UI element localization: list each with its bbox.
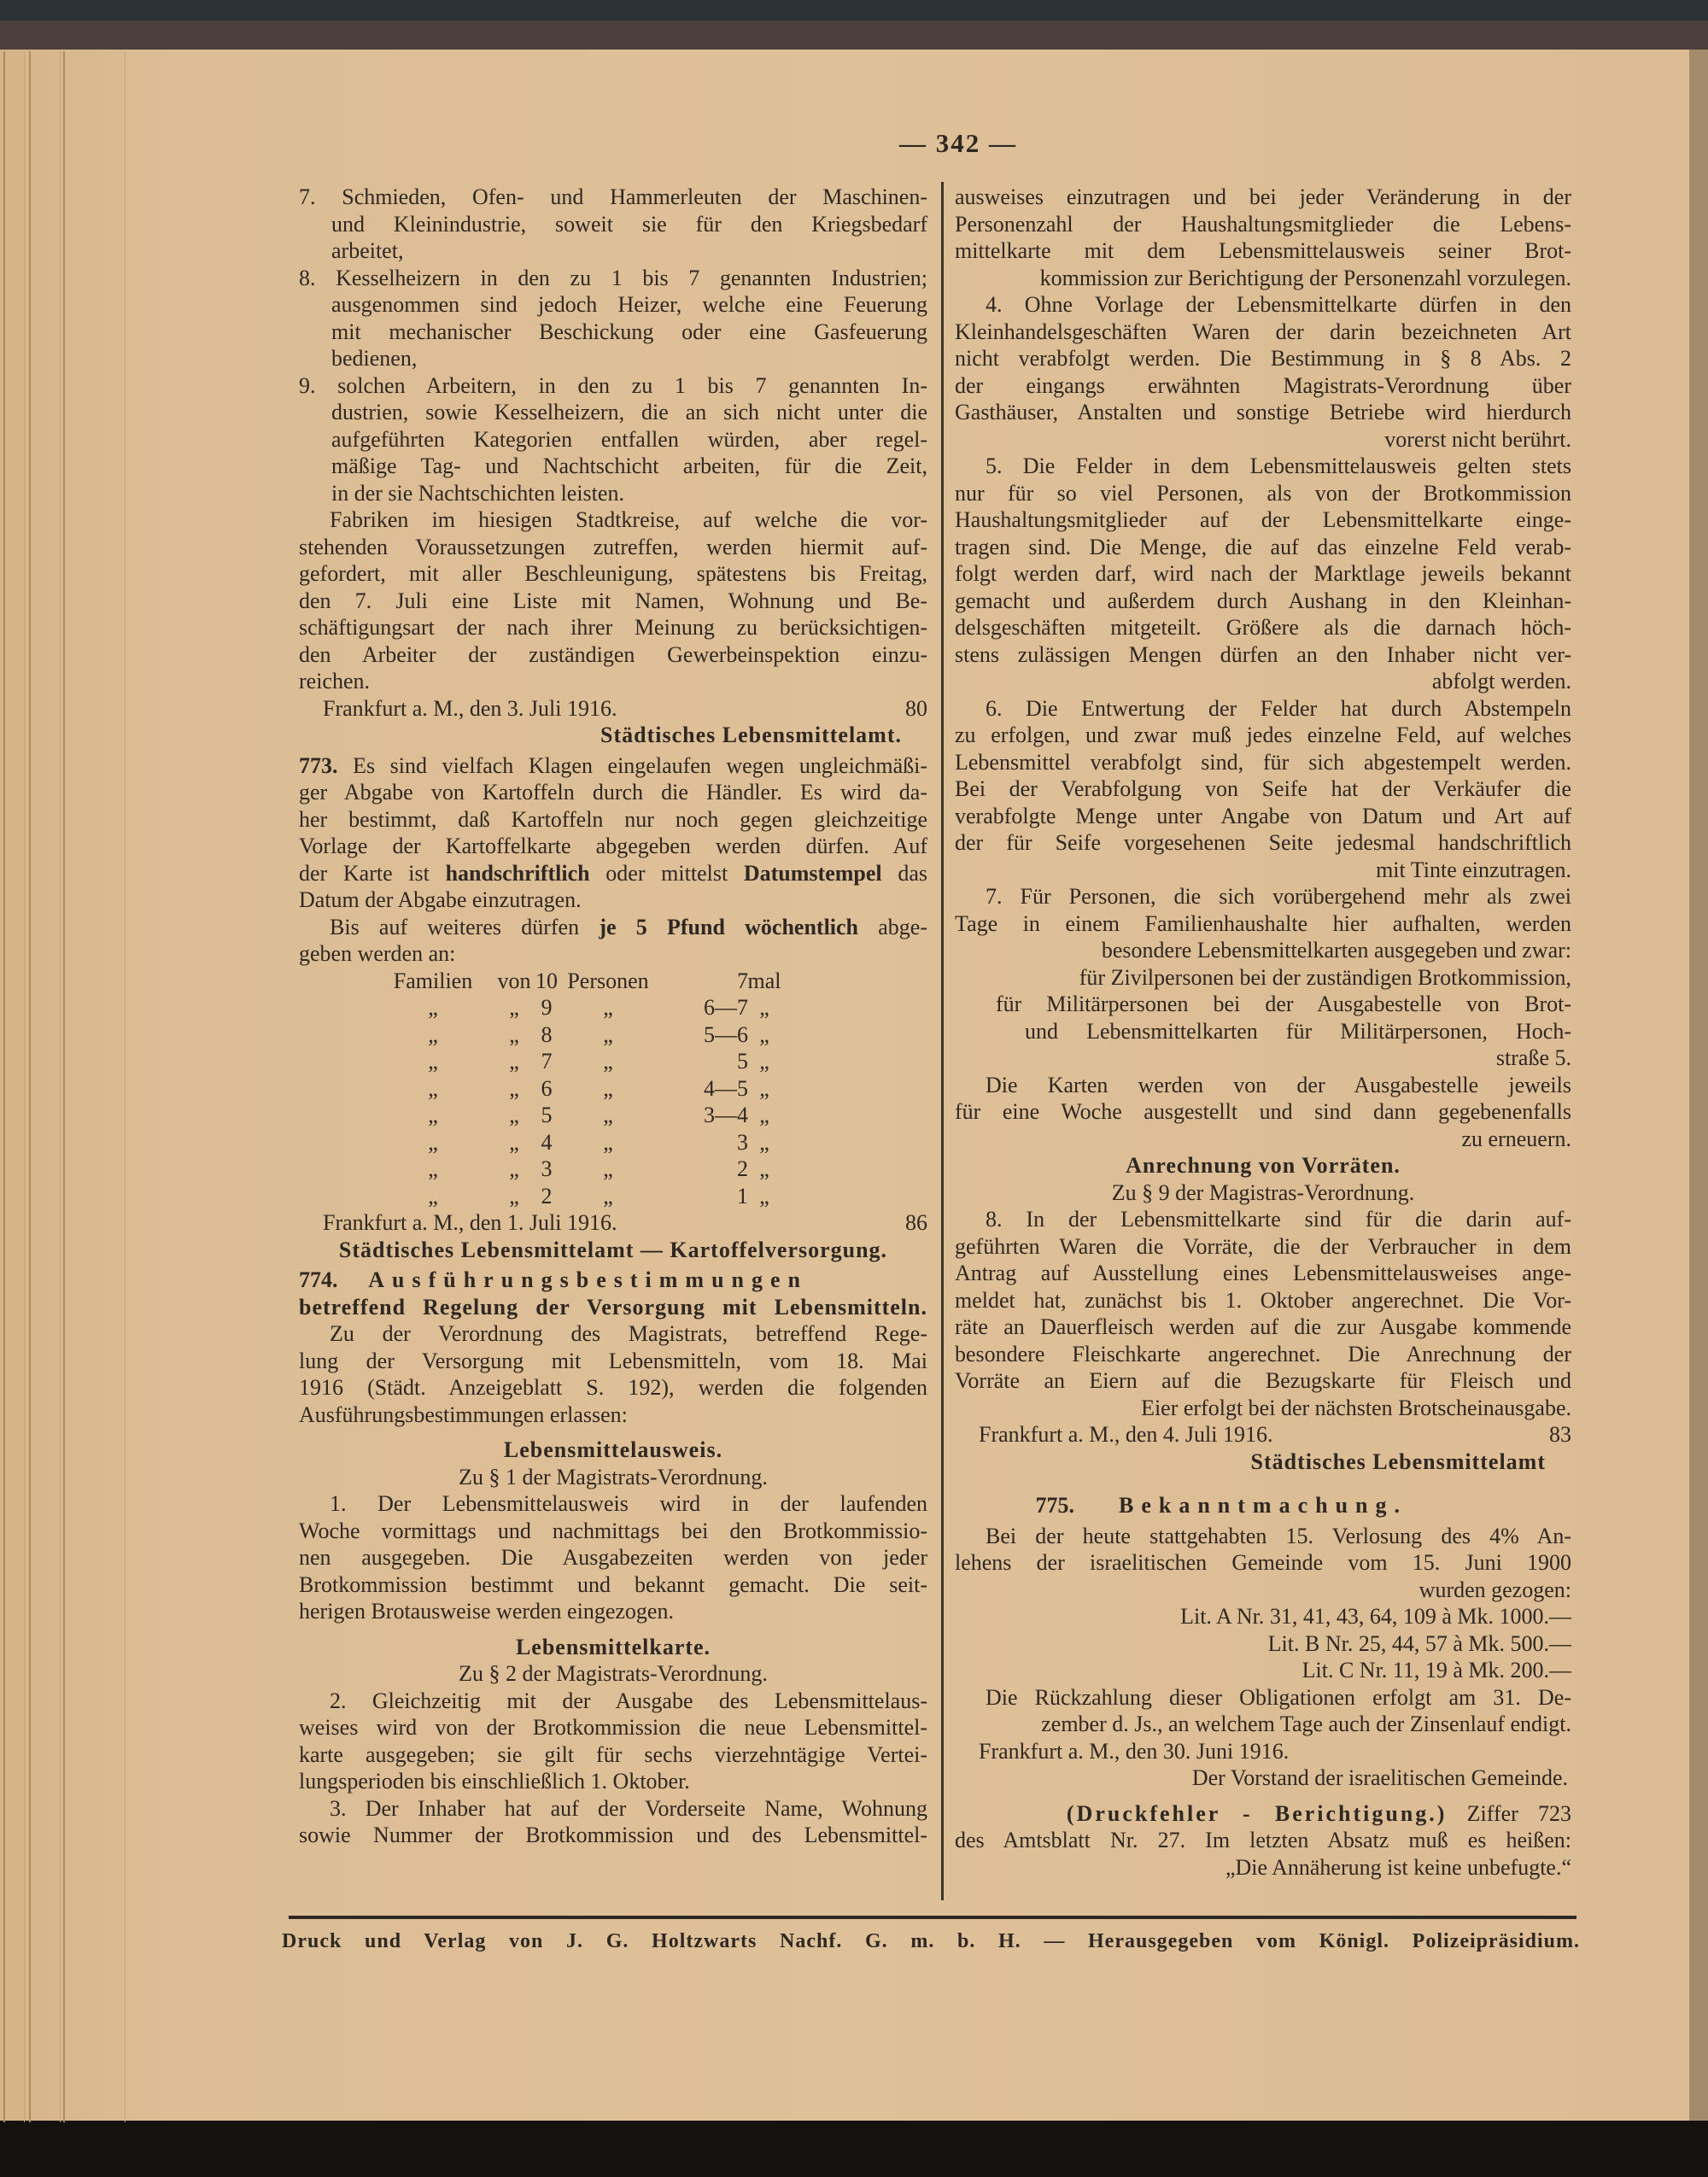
text-line: zember d. Js., an welchem Tage auch der Zinsenlauf endigt.: [1041, 1712, 1571, 1736]
text-line: der für Seife vorgesehenen Seite jedesmal handschriftlich: [955, 830, 1571, 855]
block-dateline: [299, 1209, 927, 1237]
page-stack-edge: [63, 51, 126, 2122]
block-heading: [299, 1294, 927, 1321]
notice-number: 83: [1549, 1422, 1571, 1447]
date-text: Frankfurt a. M., den 1. Juli 1916.: [323, 1210, 617, 1235]
dateline: [299, 1209, 927, 1237]
text-line: zu erneuern.: [1461, 1126, 1571, 1151]
bold-text: handschriftlich: [445, 860, 590, 886]
book-cover: [0, 0, 1708, 22]
text-line: schäftigungsart der nach ihrer Meinung zu berücksichtigen-: [299, 615, 927, 640]
table-cell: Personen: [567, 968, 649, 993]
notice-title-text: Ausführungsbestimmungen: [368, 1267, 808, 1292]
notice-title-text: Bekanntmachung.: [1119, 1493, 1407, 1518]
text-line: straße 5.: [1495, 1045, 1571, 1070]
table-cell: „: [759, 1049, 769, 1074]
text-line: für Militärpersonen bei der Ausgabestelle von Brot-: [996, 992, 1571, 1016]
table-cell: Familien: [393, 968, 473, 993]
block-sub: [955, 991, 1571, 1072]
block-title: [299, 1267, 927, 1294]
section-subheading: Zu § 9 der Magistras-Verordnung.: [1111, 1179, 1415, 1205]
text-line: ausweises einzutragen und bei jeder Veränderung in der: [955, 184, 1571, 209]
block-title: [955, 1492, 1571, 1519]
table-cell: „: [428, 1156, 438, 1181]
date-text: Frankfurt a. M., den 30. Juni 1916.: [979, 1738, 1290, 1764]
table-cell: „: [428, 1049, 438, 1074]
text-line: Bei der heute stattgehabten 15. Verlosung des 4% An-: [986, 1523, 1571, 1548]
text-line: Die Rückzahlung dieser Obligationen erfolgt am 31. De-: [986, 1684, 1571, 1710]
table-cell: „: [759, 1021, 769, 1047]
table-cell: 2: [541, 1183, 553, 1208]
text-line: des Amtsblatt Nr. 27. Im letzten Absatz muß es heißen:: [955, 1828, 1571, 1852]
text-line: mittelkarte mit dem Lebensmittelausweis seiner Brot-: [955, 238, 1571, 263]
table-cell: „: [509, 1103, 519, 1127]
bold-text: (Druckfehler - Berichtigung.): [955, 1800, 1448, 1826]
text-line: wurden gezogen:: [1418, 1577, 1571, 1602]
text-line: Fabriken im hiesigen Stadtkreise, auf welche die vor-: [330, 507, 927, 532]
signature: Städtisches Lebensmittelamt: [1250, 1448, 1546, 1474]
table-cell: „: [603, 1049, 613, 1074]
table-cell: „: [428, 995, 438, 1020]
lottery-line: Lit. A Nr. 31, 41, 43, 64, 109 à Mk. 1000.—: [1180, 1604, 1571, 1629]
text-line: 2. Gleichzeitig mit der Ausgabe des Lebensmittelaus-: [330, 1688, 927, 1713]
text-line: und Lebensmittelkarten für Militärpersonen, Hoch-: [1025, 1018, 1571, 1044]
block-sig-center: [299, 1237, 927, 1264]
text-line: Woche vormittags und nachmittags bei den Brotkommissio-: [299, 1518, 927, 1543]
text-line: kommission zur Berichtigung der Personenzahl vorzulegen.: [1039, 265, 1571, 290]
text-line: den Arbeiter der zuständigen Gewerbeinspektion einzu-: [299, 641, 927, 667]
left-column: [299, 184, 927, 1849]
text-line: lehens der israelitischen Gemeinde vom 15. Juni 1900: [955, 1550, 1571, 1575]
text-line: reichen.: [299, 669, 371, 693]
bold-text: je 5 Pfund wöchentlich: [599, 914, 859, 939]
block-para: [955, 291, 1571, 453]
text-line: Kleinhandelsgeschäften Waren der darin bezeichneten Art: [955, 319, 1571, 344]
table-cell: „: [509, 1156, 519, 1181]
text-line: nen ausgegeben. Die Ausgabezeiten werden von jeder: [299, 1545, 927, 1570]
block-table: [299, 968, 927, 1210]
text-line: 6. Die Entwertung der Felder hat durch Abstempeln: [986, 695, 1571, 721]
block-lit: [955, 1603, 1571, 1684]
table-cell: „: [509, 1021, 519, 1047]
text-line: lung der Versorgung mit Lebensmitteln, vom 18. Mai: [299, 1348, 927, 1373]
text-line: stehenden Voraussetzungen zutreffen, werden hiermit auf-: [299, 534, 927, 559]
table-cell: mal: [747, 968, 781, 993]
block-para: [955, 453, 1571, 695]
text-line: gemacht und außerdem durch Aushang in den Kleinhan-: [955, 588, 1571, 613]
block-para: [955, 1523, 1571, 1604]
text-line: der eingangs erwähnten Magistrats-Verordnung über: [955, 372, 1571, 398]
table-cell: „: [603, 1103, 613, 1127]
text-line: nicht verabfolgt werden. Die Bestimmung in § 8 Abs. 2: [955, 346, 1571, 371]
text-span: Es sind vielfach Klagen eingelaufen wegen ungleichmäßi-: [337, 752, 927, 778]
table-cell: 6—7: [704, 995, 748, 1020]
table-cell: „: [759, 1129, 769, 1155]
text-line: verabfolgte Menge unter Angabe von Datum und Art auf: [955, 803, 1571, 828]
text-line: aufgeführten Kategorien entfallen würden, aber regel-: [331, 426, 927, 452]
signature: Städtisches Lebensmittelamt.: [600, 723, 902, 747]
section-heading: betreffend Regelung der Versorgung mit Lebensmitteln.: [299, 1294, 927, 1320]
text-line: lungsperioden bis einschließlich 1. Oktober.: [299, 1769, 690, 1794]
block-center: [299, 1464, 927, 1491]
date-text: Frankfurt a. M., den 4. Juli 1916.: [979, 1422, 1273, 1447]
text-line: geführten Waren die Vorräte, die der Verbraucher in dem: [955, 1233, 1571, 1259]
right-column: [955, 184, 1571, 1881]
text-line: mäßige Tag- und Nachtschicht arbeiten, für die Zeit,: [331, 454, 927, 478]
table-cell: 7: [737, 968, 748, 993]
text-line: Die Karten werden von der Ausgabestelle jeweils: [986, 1072, 1571, 1097]
table-cell: 4: [541, 1129, 553, 1155]
table-cell: 10: [535, 968, 558, 993]
table-cell: 7: [541, 1049, 553, 1074]
text-line: Bei der Verabfolgung von Seife hat der Verkäufer die: [955, 776, 1571, 801]
table-cell: „: [428, 1129, 438, 1155]
text-line: „Die Annäherung ist keine unbefugte.“: [1225, 1854, 1571, 1880]
table-row: [299, 994, 927, 1021]
block-para: [299, 914, 927, 968]
table-cell: 9: [541, 995, 553, 1020]
text-line: und Kleinindustrie, soweit sie für den Kriegsbedarf: [331, 211, 927, 237]
table-cell: 5: [737, 1049, 748, 1074]
text-line: besondere Lebensmittelkarten ausgegeben und zwar:: [1101, 938, 1571, 963]
table-cell: „: [428, 1183, 438, 1208]
table-cell: 3: [737, 1129, 748, 1155]
table-cell: „: [509, 1183, 519, 1208]
table-row: [299, 1048, 927, 1075]
table-cell: „: [509, 1049, 519, 1074]
text-line: stens zulässigen Mengen dürfen an den Inhaber nicht ver-: [955, 641, 1571, 667]
text-line: Gasthäuser, Anstalten und sonstige Betriebe wird hierdurch: [955, 400, 1571, 424]
text-line: mit mechanischer Beschickung oder eine Gasfeuerung: [331, 319, 927, 344]
text-line: Ausführungsbestimmungen erlassen:: [299, 1402, 628, 1427]
table-cell: „: [509, 1129, 519, 1155]
table-cell: 2: [737, 1156, 748, 1181]
text-span: das: [881, 860, 927, 886]
text-line: Zu der Verordnung des Magistrats, betreffend Rege-: [330, 1321, 927, 1346]
text-line: mit Tinte einzutragen.: [1376, 857, 1571, 882]
section-heading: Lebensmittelausweis.: [503, 1437, 723, 1462]
text-line: her bestimmt, daß Kartoffeln nur noch gegen gleichzeitige: [299, 806, 927, 832]
signature: Städtisches Lebensmittelamt — Kartoffelversorgung.: [338, 1237, 888, 1262]
text-line: dustrien, sowie Kesselheizern, die an sich nicht unter die: [331, 400, 927, 424]
block-para: [955, 1072, 1571, 1153]
block-center: [299, 1660, 927, 1688]
block-para: [299, 1490, 927, 1625]
table-cell: „: [428, 1021, 438, 1047]
text-line: Brotkommission bestimmt und bekannt gemacht. Die seit-: [299, 1571, 927, 1597]
table-row: [299, 1156, 927, 1183]
table-cell: „: [603, 1075, 613, 1101]
table-cell: „: [603, 1183, 613, 1208]
page-right-edge: [1689, 50, 1708, 2121]
text-line: Antrag auf Ausstellung eines Lebensmittelausweises ange-: [955, 1261, 1571, 1285]
text-line: in der sie Nachtschichten leisten.: [331, 480, 624, 506]
table-cell: „: [759, 995, 769, 1020]
notice-title: [299, 1267, 927, 1294]
dateline: [955, 1421, 1571, 1448]
text-line: 7. Schmieden, Ofen- und Hammerleuten der Maschinen-: [299, 184, 927, 209]
text-line: Lebensmittel verabfolgt sind, für sich abgestempelt werden.: [955, 749, 1571, 775]
block-para: [955, 1684, 1571, 1738]
notice-title: [955, 1492, 1571, 1519]
table-cell: 4—5: [704, 1075, 748, 1101]
text-line: arbeitet,: [331, 238, 404, 263]
text-line: Personenzahl der Haushaltungsmitglieder die Lebens-: [955, 211, 1571, 237]
table-row: [299, 1102, 927, 1129]
table-row: [299, 1021, 927, 1049]
text-line: [299, 752, 927, 780]
block-center: [955, 1179, 1571, 1207]
table-cell: „: [603, 1021, 613, 1047]
lottery-line: Lit. C Nr. 11, 19 à Mk. 200.—: [1301, 1658, 1571, 1682]
block-hang: [299, 184, 927, 265]
table-cell: 5—6: [704, 1021, 748, 1047]
table-cell: 5: [541, 1103, 553, 1127]
block-heading: [955, 1152, 1571, 1179]
text-line: 5. Die Felder in dem Lebensmittelausweis gelten stets: [986, 454, 1571, 478]
text-line: Vorräte an Eiern auf die Bezugskarte für Fleisch und: [955, 1368, 1571, 1393]
text-line: folgt werden darf, wird nach der Marktlage jeweils bekannt: [955, 561, 1571, 586]
table-cell: „: [759, 1156, 769, 1181]
table-cell: „: [603, 1129, 613, 1155]
text-line: 4. Ohne Vorlage der Lebensmittelkarte dürfen in den: [986, 292, 1571, 317]
table-row: [299, 1129, 927, 1156]
block-para: [299, 1795, 927, 1849]
block-heading: [299, 1437, 927, 1464]
block-para: [299, 1320, 927, 1428]
column-divider: [941, 182, 944, 1900]
page-stack-edge: [3, 51, 25, 2122]
book-binding-cloth: [0, 20, 1708, 51]
table-cell: „: [428, 1103, 438, 1127]
block-sig-right-plain: [955, 1764, 1571, 1792]
text-line: [299, 914, 927, 941]
table-cell: 1: [737, 1183, 748, 1208]
date-text: Frankfurt a. M., den 3. Juli 1916.: [323, 695, 617, 721]
text-line: [955, 1800, 1571, 1828]
table-cell: 3: [541, 1156, 553, 1181]
block-hang: [299, 372, 927, 507]
text-line: sowie Nummer der Brotkommission und des Lebensmittel-: [299, 1823, 927, 1847]
block-sig-right: [299, 722, 927, 749]
lottery-line: Lit. B Nr. 25, 44, 57 à Mk. 500.—: [1267, 1630, 1571, 1656]
table-cell: „: [759, 1075, 769, 1101]
text-line: Eier erfolgt bei der nächsten Brotscheinausgabe.: [1141, 1395, 1571, 1420]
text-line: karte ausgegeben; sie gilt für sechs vierzehntägige Vertei-: [299, 1741, 927, 1767]
table-cell: „: [509, 1075, 519, 1101]
text-line: nur für so viel Personen, als von der Brotkommission: [955, 480, 1571, 506]
text-line: delsgeschäften mitgeteilt. Größere als die darnach höch-: [955, 615, 1571, 640]
text-line: weises wird von der Brotkommission die neue Lebensmittel-: [299, 1715, 927, 1740]
text-line: meldet hat, zunächst bis 1. Oktober angerechnet. Die Vor-: [955, 1287, 1571, 1313]
table-cell: „: [759, 1183, 769, 1208]
block-sub: [955, 964, 1571, 992]
text-line: 8. Kesselheizern in den zu 1 bis 7 genannten Industrien;: [299, 265, 927, 290]
text-line: Datum der Abgabe einzutragen.: [299, 887, 582, 912]
table-cell: „: [759, 1103, 769, 1127]
table-cell: „: [603, 1156, 613, 1181]
text-line: 3. Der Inhaber hat auf der Vorderseite Name, Wohnung: [330, 1795, 927, 1821]
text-line: 7. Für Personen, die sich vorübergehend mehr als zwei: [986, 884, 1571, 909]
text-span: der Karte ist: [299, 860, 446, 886]
notice-number: 774.: [299, 1267, 338, 1292]
text-span: Ziffer 723: [1447, 1800, 1571, 1826]
text-line: 1916 (Städt. Anzeigeblatt S. 192), werden die folgenden: [299, 1375, 927, 1400]
section-subheading: Zu § 1 der Magistrats-Verordnung.: [459, 1464, 768, 1489]
section-heading: Anrechnung von Vorräten.: [1126, 1153, 1401, 1178]
text-line: besondere Fleischkarte angerechnet. Die Anrechnung der: [955, 1341, 1571, 1366]
signature: Der Vorstand der israelitischen Gemeinde.: [1191, 1765, 1568, 1790]
text-span: Bis auf weiteres dürfen: [330, 914, 600, 939]
section-subheading: Zu § 2 der Magistrats-Verordnung.: [459, 1661, 768, 1686]
block-para: [955, 695, 1571, 884]
text-line: Tage in einem Familienhaushalte hier aufhalten, werden: [955, 910, 1571, 936]
page-stack-edge: [29, 51, 61, 2122]
text-line: ger Abgabe von Kartoffeln durch die Händler. Es wird da-: [299, 780, 927, 805]
text-line: geben werden an:: [299, 941, 456, 966]
block-dateline: [299, 695, 927, 723]
bold-text: Datumstempel: [743, 860, 882, 886]
block-hang: [299, 265, 927, 372]
text-span: oder mittelst: [589, 860, 744, 886]
dateline: [955, 1738, 1571, 1765]
block-para: [299, 752, 927, 914]
text-line: gefordert, mit aller Beschleunigung, spätestens bis Freitag,: [299, 561, 927, 586]
block-para: [299, 506, 927, 695]
table-cell: 8: [541, 1021, 553, 1047]
text-line: tragen sind. Die Menge, die auf das einzelne Feld verab-: [955, 534, 1571, 559]
block-para: [955, 184, 1571, 291]
text-line: ausgenommen sind jedoch Heizer, welche eine Feuerung: [331, 292, 927, 317]
table-cell: 6: [541, 1075, 553, 1101]
table-row: [299, 968, 927, 995]
table-row: [299, 1183, 927, 1210]
text-line: 1. Der Lebensmittelausweis wird in der laufenden: [330, 1491, 927, 1516]
notice-number: 775.: [1035, 1493, 1074, 1518]
text-line: zu erfolgen, und zwar muß jedes einzelne Feld, auf welches: [955, 723, 1571, 747]
block-para: [955, 883, 1571, 964]
footer-rule: [289, 1916, 1576, 1919]
table-cell: „: [509, 995, 519, 1020]
imprint-footer: Druck und Verlag von J. G. Holtzwarts Nachf. G. m. b. H. — Herausgegeben vom Königl. Polizeipräsidium.: [282, 1930, 1580, 1952]
text-line: für Zivilpersonen bei der zuständigen Brotkommission,: [1079, 964, 1571, 990]
dateline: [299, 695, 927, 723]
block-para: [955, 1800, 1571, 1881]
block-dateline: [955, 1421, 1571, 1448]
page-number: — 342 —: [899, 128, 1017, 158]
block-heading: [299, 1634, 927, 1661]
table-cell: von: [497, 968, 531, 993]
text-line: vorerst nicht berührt.: [1384, 426, 1571, 452]
text-line: Vorlage der Kartoffelkarte abgegeben werden dürfen. Auf: [299, 834, 927, 858]
text-line: abfolgt werden.: [1431, 669, 1571, 693]
block-dateline: [955, 1738, 1571, 1765]
block-para: [299, 1688, 927, 1795]
text-line: für eine Woche ausgestellt und sind dann gegebenenfalls: [955, 1099, 1571, 1124]
bold-text: 773.: [299, 752, 338, 778]
text-line: bedienen,: [331, 346, 418, 371]
table-cell: „: [603, 995, 613, 1020]
block-para: [955, 1206, 1571, 1421]
section-heading: Lebensmittelkarte.: [515, 1634, 711, 1659]
block-sig-right: [955, 1448, 1571, 1476]
table-cell: 3—4: [704, 1103, 748, 1127]
text-line: den 7. Juli eine Liste mit Namen, Wohnung und Be-: [299, 588, 927, 613]
text-line: herigen Brotausweise werden eingezogen.: [299, 1599, 674, 1624]
text-line: Haushaltungsmitglieder auf der Lebensmittelkarte einge-: [955, 507, 1571, 532]
notice-number: 80: [905, 695, 927, 721]
notice-number: 86: [905, 1210, 927, 1235]
text-line: [299, 860, 927, 887]
text-line: 9. solchen Arbeitern, in den zu 1 bis 7 genannten In-: [299, 372, 927, 398]
text-line: räte an Dauerfleisch werden auf die zur Ausgabe kommende: [955, 1314, 1571, 1339]
table-cell: „: [428, 1075, 438, 1101]
table-row: [299, 1075, 927, 1103]
text-span: abge-: [858, 914, 928, 939]
text-line: 8. In der Lebensmittelkarte sind für die darin auf-: [986, 1207, 1571, 1232]
